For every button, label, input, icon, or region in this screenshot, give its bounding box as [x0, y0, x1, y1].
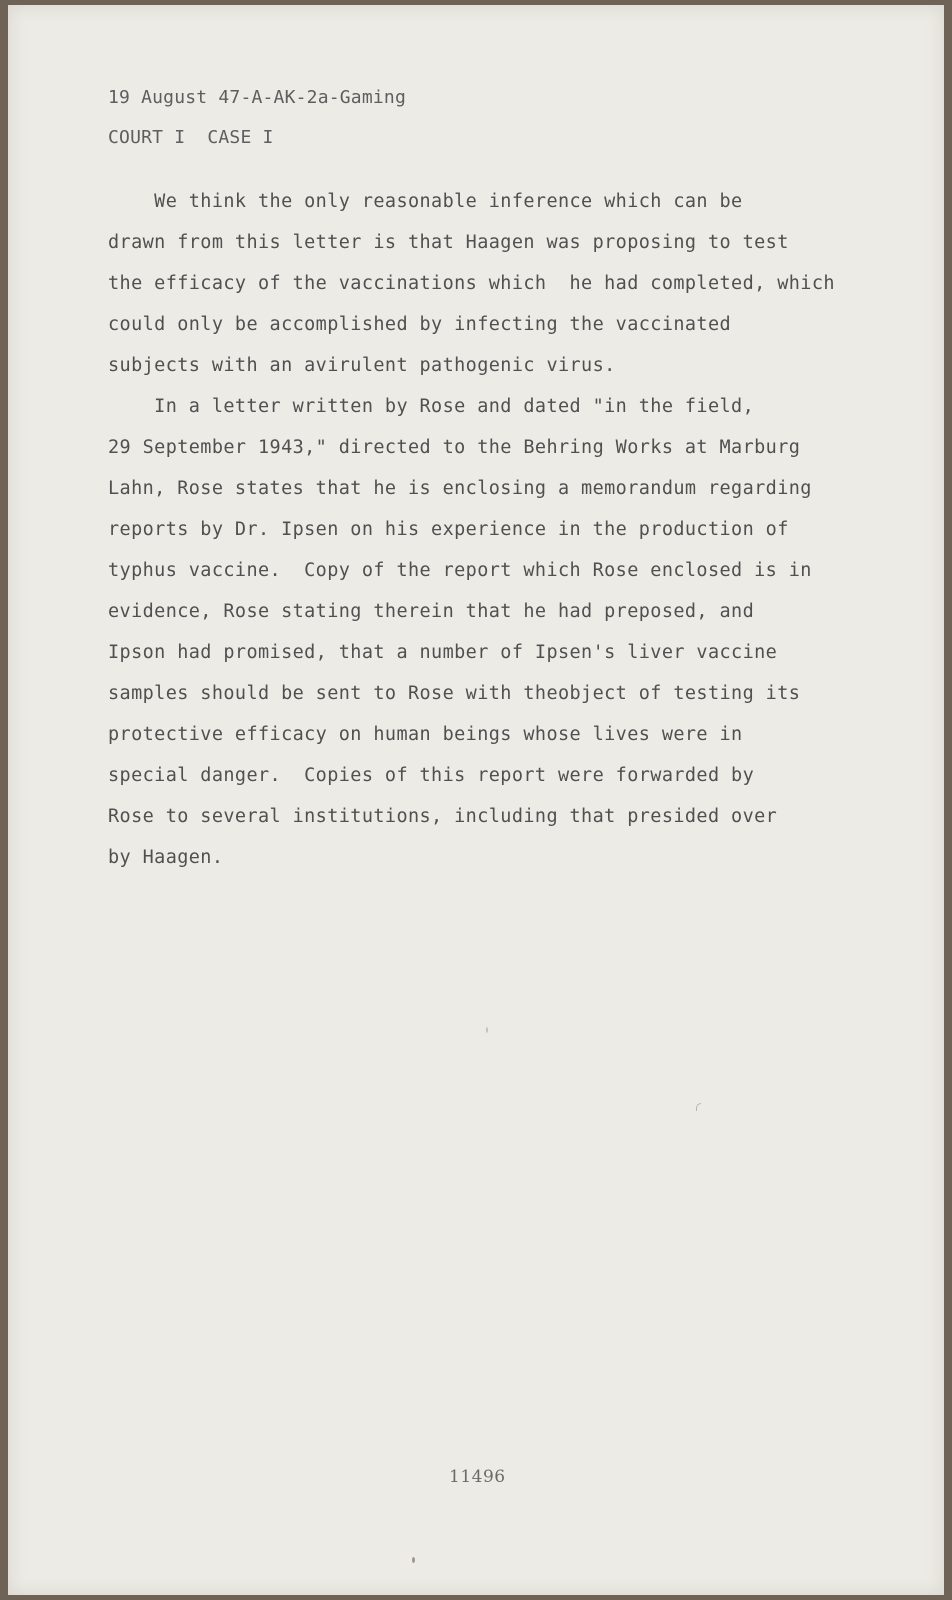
paper-speck	[486, 1027, 488, 1033]
body-line: subjects with an avirulent pathogenic virus.	[108, 355, 616, 376]
body-line: Rose to several institutions, including that presided over	[108, 806, 778, 827]
paper-speck	[412, 1557, 415, 1563]
document-page	[8, 5, 944, 1595]
body-line: 29 September 1943," directed to the Behring Works at Marburg	[108, 437, 801, 458]
body-line: samples should be sent to Rose with theobject of testing its	[108, 683, 801, 704]
body-line: special danger. Copies of this report were forwarded by	[108, 765, 755, 786]
body-line: We think the only reasonable inference which can be	[108, 191, 743, 212]
body-line: Ipson had promised, that a number of Ipsen's liver vaccine	[108, 642, 778, 663]
body-line: reports by Dr. Ipsen on his experience in the production of	[108, 519, 789, 540]
page-number: 11496	[449, 1467, 506, 1487]
body-line: typhus vaccine. Copy of the report which Rose enclosed is in	[108, 560, 812, 581]
document-header-court-case: COURT I CASE I	[108, 127, 274, 148]
body-line: the efficacy of the vaccinations which he had completed, which	[108, 273, 835, 294]
body-line: In a letter written by Rose and dated "in the field,	[108, 396, 755, 417]
body-line: protective efficacy on human beings whose lives were in	[108, 724, 743, 745]
body-line: evidence, Rose stating therein that he had preposed, and	[108, 601, 755, 622]
body-line: by Haagen.	[108, 847, 224, 868]
body-line: could only be accomplished by infecting the vaccinated	[108, 314, 732, 335]
body-line: drawn from this letter is that Haagen was proposing to test	[108, 232, 789, 253]
paper-speck	[696, 1103, 701, 1111]
document-header-date-line: 19 August 47-A-AK-2a-Gaming	[108, 87, 406, 108]
body-line: Lahn, Rose states that he is enclosing a memorandum regarding	[108, 478, 812, 499]
